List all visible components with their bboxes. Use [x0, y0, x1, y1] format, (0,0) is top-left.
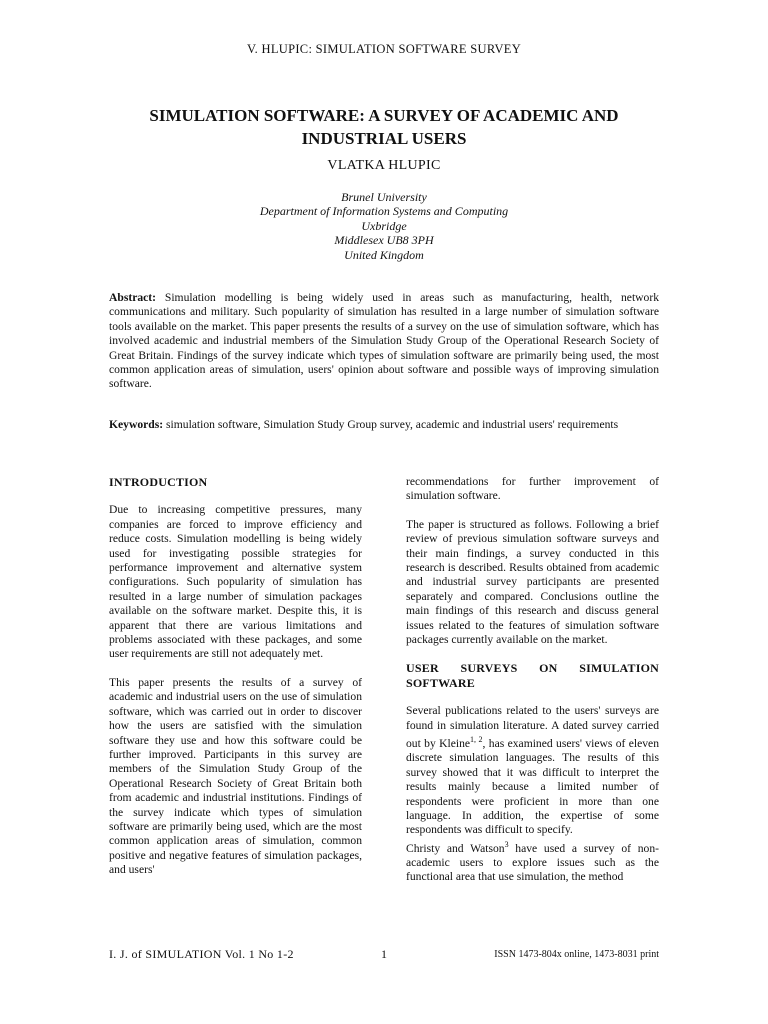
christy-text-cont: have used a survey of non-academic users to explore issues such as the functional area that use simulation, the method [406, 841, 659, 884]
affiliation-department: Department of Information Systems and Computing [259, 204, 509, 219]
kleine-text: Several publications related to the users' surveys are found in simulation literature. A dated survey carried out by Kleine [406, 704, 659, 750]
kleine-text-cont: , has examined users' views of eleven discrete simulation languages. The results of this survey showed that it was difficult to interpret the results mainly because a limited number of respondents were proficient in more than one language. In addition, the expertise of some respondents was difficult to specify. [406, 736, 660, 837]
right-column [406, 475, 659, 899]
footer-page-number: 1 [381, 947, 387, 961]
affiliation-postcode: Middlesex UB8 3PH [334, 233, 434, 248]
abstract-text: Simulation modelling is being widely used in areas such as manufacturing, health, network communications and military. Such popularity of simulation has resulted in a large number of simulation software tools available on the market. This paper presents the results of a survey on the use of simulation software, which has involved academic and industrial members of the Simulation Study Group of the Operational Research Society of Great Britain. Findings of the survey indicate which types of simulation software are primarily being used, the most common application areas of simulation, users' opinion about software and possible ways of improving simulation software. [109, 291, 659, 391]
abstract-label: Abstract: [109, 291, 157, 304]
introduction-paragraph-1: Due to increasing competitive pressures, many companies are forced to improve efficiency and reduce costs. Simulation modelling is being widely used for investigating possible strategies for performance improvement and alternative system configurations. Such popularity of simulation has resulted in a large number of simulation packages available on the software market. Despite this, it is apparent that there are various limitations and problems associated with these packages, and some user requirements are still not adequately met. [109, 503, 362, 661]
footer-journal: I. J. of SIMULATION Vol. 1 No 1-2 [109, 947, 294, 961]
author-affiliation [0, 190, 768, 262]
keywords-label: Keywords: [109, 418, 164, 431]
paper-title: SIMULATION SOFTWARE: A SURVEY OF ACADEMIC AND INDUSTRIAL USERS [149, 106, 619, 148]
christy-text: Christy and Watson [406, 841, 505, 855]
introduction-paragraph-2: This paper presents the results of a survey of academic and industrial users on the use of simulation software, which was carried out in order to discover how the users are satisfied with the simulation software they use and how this software could be further improved. Participants in this survey are members of the Simulation Study Group of the Operational Research Society of Great Britain both from academic and industrial institutions. Findings of the survey indicate which types of simulation software are primarily being used, which are the most common application areas of simulation, common positive and negative features of simulation packages, and users' [109, 675, 362, 877]
user-surveys-paragraph-1 [406, 704, 659, 838]
abstract [109, 291, 659, 392]
running-head: V. HLUPIC: SIMULATION SOFTWARE SURVEY [246, 42, 522, 56]
author-name: VLATKA HLUPIC [327, 158, 441, 173]
keywords-text: simulation software, Simulation Study Group survey, academic and industrial users' requirements [166, 418, 619, 431]
introduction-paragraph-4: The paper is structured as follows. Following a brief review of previous simulation software surveys and their main findings, a survey conducted in this research is described. Results obtained from academic and industrial survey participants are presented separately and compared. Conclusions outline the main findings of this research and discuss general issues related to the features of simulation software packages currently available on the market. [406, 517, 659, 647]
affiliation-town: Uxbridge [361, 218, 407, 233]
citation-kleine: 1, 2 [470, 735, 483, 745]
affiliation-university: Brunel University [341, 190, 427, 204]
section-heading-user-surveys: USER SURVEYS ON SIMULATION SOFTWARE [406, 661, 659, 690]
keywords [109, 418, 659, 432]
user-surveys-paragraph-2 [406, 838, 659, 885]
footer-issn: ISSN 1473-804x online, 1473-8031 print [494, 949, 659, 960]
left-column [109, 475, 362, 892]
introduction-paragraph-3: recommendations for further improvement of simulation software. [406, 475, 659, 503]
section-heading-introduction: INTRODUCTION [109, 475, 208, 489]
citation-christy-watson: 3 [504, 839, 509, 849]
affiliation-country: United Kingdom [344, 247, 424, 262]
